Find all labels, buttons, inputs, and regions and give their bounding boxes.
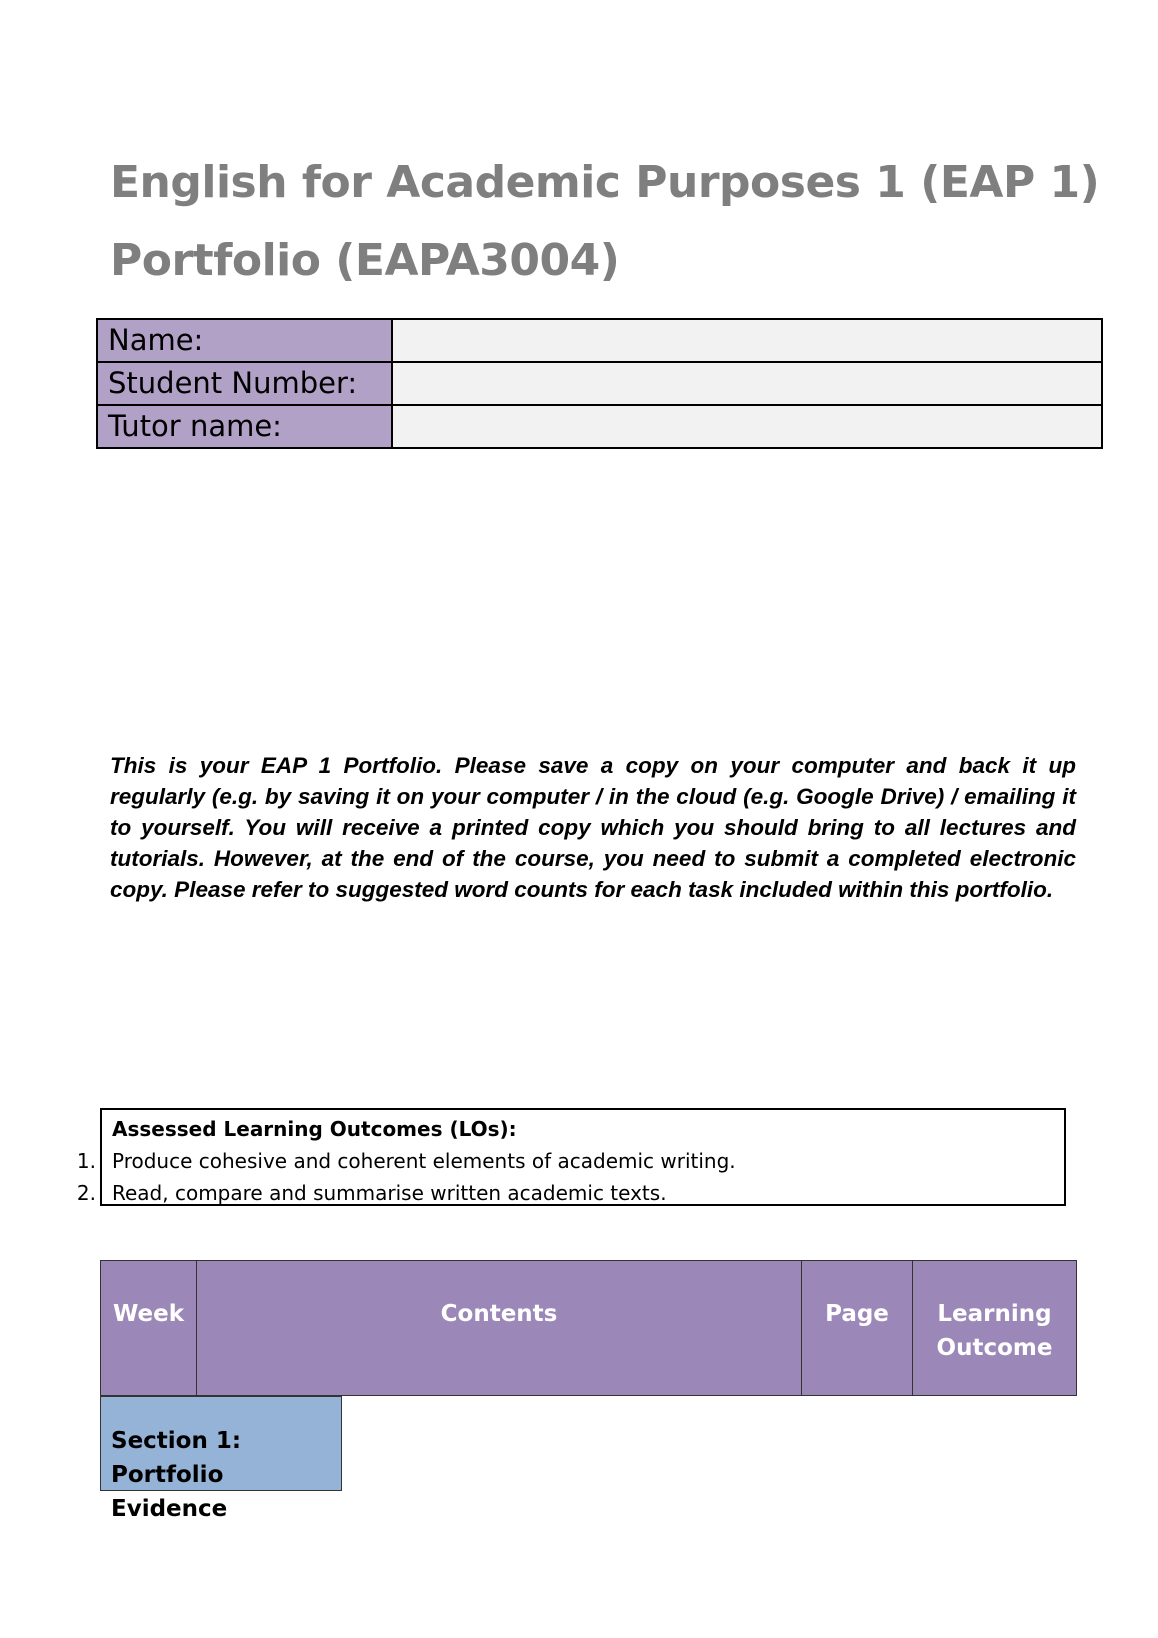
- tutor-name-label: Tutor name:: [97, 405, 392, 448]
- learning-outcome-1-number: 1.: [76, 1149, 96, 1173]
- student-number-row: [97, 362, 1102, 405]
- learning-outcome-2: Read, compare and summarise written academic texts.: [112, 1181, 667, 1205]
- tutor-name-row: [97, 405, 1102, 448]
- title-line-1: English for Academic Purposes 1 (EAP 1): [110, 157, 1100, 208]
- tutor-name-field[interactable]: [392, 405, 1102, 448]
- learning-outcome-header: Learning Outcome: [913, 1261, 1077, 1396]
- section-1-label: Section 1: Portfolio Evidence: [100, 1396, 342, 1491]
- portfolio-instructions: This is your EAP 1 Portfolio. Please save a copy on your computer and back it up regularly (e.g. by saving it on your computer / in the cloud (e.g. Google Drive) / emailing it to yourself. You will receive a printed copy which you should bring to all lectures and tutorials. However, at the end of the course, you need to submit a completed electronic copy. Please refer to suggested word counts for each task included within this portfolio.: [110, 753, 1076, 902]
- contents-table-header: [100, 1260, 1077, 1396]
- learning-outcome-1: Produce cohesive and coherent elements of academic writing.: [112, 1149, 736, 1173]
- page-header: Page: [802, 1261, 913, 1396]
- document-title: [110, 144, 1100, 300]
- learning-outcomes-box: [100, 1108, 1066, 1206]
- name-field[interactable]: [392, 319, 1102, 362]
- contents-header: Contents: [197, 1261, 802, 1396]
- learning-outcomes-heading: Assessed Learning Outcomes (LOs):: [112, 1117, 517, 1141]
- week-header: Week: [101, 1261, 197, 1396]
- student-number-field[interactable]: [392, 362, 1102, 405]
- learning-outcome-2-number: 2.: [76, 1181, 96, 1205]
- name-label: Name:: [97, 319, 392, 362]
- title-line-2: Portfolio (EAPA3004): [110, 235, 620, 286]
- student-number-label: Student Number:: [97, 362, 392, 405]
- student-info-table: [96, 318, 1103, 449]
- name-row: [97, 319, 1102, 362]
